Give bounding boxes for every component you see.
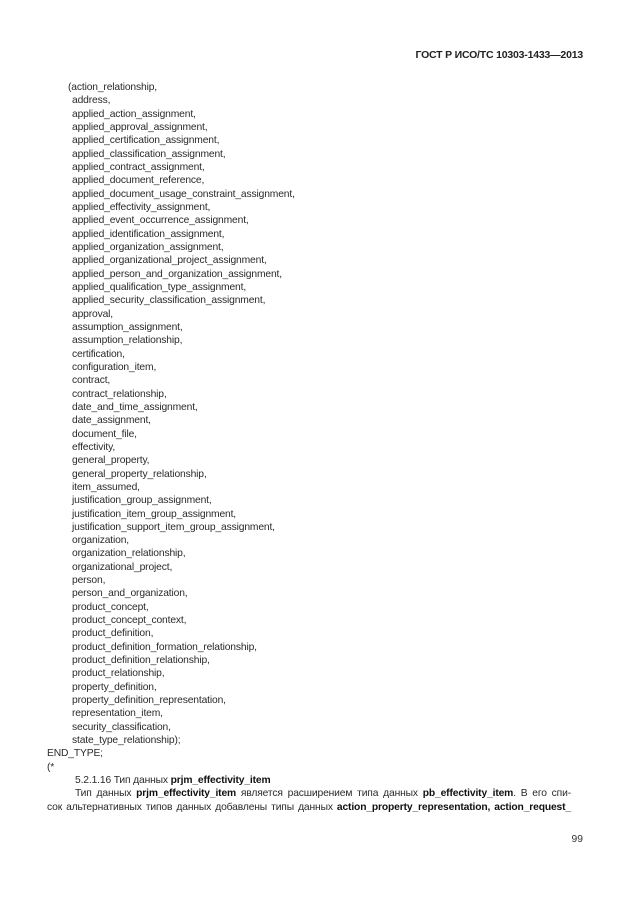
code-line: effectivity, bbox=[72, 441, 116, 453]
code-line: representation_item, bbox=[72, 708, 163, 720]
code-line: (action_relationship, bbox=[68, 82, 158, 93]
code-line: state_type_relationship); bbox=[72, 735, 181, 747]
code-line: justification_item_group_assignment, bbox=[72, 508, 237, 520]
section-5-2-1-16 bbox=[47, 774, 571, 814]
code-line: document_file, bbox=[72, 428, 137, 440]
type-name: pb_effectivity_item bbox=[422, 788, 514, 800]
code-line: justification_group_assignment, bbox=[72, 495, 212, 507]
code-line: justification_support_item_group_assignment, bbox=[72, 521, 275, 533]
code-line: applied_event_occurrence_assignment, bbox=[72, 215, 249, 227]
code-line: applied_security_classification_assignment, bbox=[72, 295, 266, 307]
code-line: security_classification, bbox=[72, 721, 171, 733]
paragraph-line-2 bbox=[47, 801, 571, 814]
code-line: property_definition_representation, bbox=[72, 695, 226, 707]
code-line: approval, bbox=[72, 308, 114, 320]
page-number: 99 bbox=[571, 834, 583, 845]
text: Тип данных bbox=[75, 788, 137, 800]
code-line: date_and_time_assignment, bbox=[72, 401, 198, 413]
text: сок альтернативных типов данных добавлены типы данных bbox=[47, 801, 337, 813]
code-line: product_concept, bbox=[72, 601, 149, 613]
code-line: applied_identification_assignment, bbox=[72, 228, 225, 240]
code-line: product_relationship, bbox=[72, 668, 165, 680]
code-line: assumption_assignment, bbox=[72, 321, 183, 333]
code-line: configuration_item, bbox=[72, 361, 157, 373]
code-line: organization_relationship, bbox=[72, 548, 186, 560]
code-line: product_definition_formation_relationship, bbox=[72, 641, 257, 653]
code-line: certification, bbox=[72, 348, 125, 360]
section-heading bbox=[47, 774, 571, 787]
code-line: applied_organizational_project_assignment, bbox=[72, 255, 267, 267]
code-line: applied_organization_assignment, bbox=[72, 241, 224, 253]
code-comment-open: (* bbox=[47, 761, 55, 773]
code-line: organizational_project, bbox=[72, 561, 173, 573]
code-line: product_definition, bbox=[72, 628, 154, 640]
express-code-block bbox=[47, 81, 295, 774]
code-line: contract_relationship, bbox=[72, 388, 167, 400]
code-line: property_definition, bbox=[72, 681, 157, 693]
code-line: assumption_relationship, bbox=[72, 335, 183, 347]
code-line: applied_approval_assignment, bbox=[72, 121, 208, 133]
code-line: person, bbox=[72, 575, 106, 587]
type-name: prjm_effectivity_item bbox=[136, 788, 237, 800]
code-line: item_assumed, bbox=[72, 481, 140, 493]
code-line: product_concept_context, bbox=[72, 615, 187, 627]
code-line: organization, bbox=[72, 535, 130, 547]
code-end-type: END_TYPE; bbox=[47, 748, 103, 760]
code-line: general_property, bbox=[72, 455, 150, 467]
code-line: contract, bbox=[72, 375, 111, 387]
code-line: product_definition_relationship, bbox=[72, 655, 210, 667]
code-line: applied_document_reference, bbox=[72, 175, 205, 187]
code-line: general_property_relationship, bbox=[72, 468, 207, 480]
code-line: applied_qualification_type_assignment, bbox=[72, 281, 247, 293]
code-line: person_and_organization, bbox=[72, 588, 188, 600]
code-line: applied_document_usage_constraint_assignment, bbox=[72, 188, 295, 200]
text: . В его спи- bbox=[513, 788, 571, 800]
type-names: action_property_representation, action_request_ bbox=[336, 801, 571, 813]
code-line: applied_person_and_organization_assignment, bbox=[72, 268, 282, 280]
code-line: address, bbox=[72, 95, 111, 107]
document-header: ГОСТ Р ИСО/ТС 10303-1433—2013 bbox=[415, 49, 583, 61]
code-line: applied_certification_assignment, bbox=[72, 135, 220, 147]
code-line: applied_action_assignment, bbox=[72, 108, 196, 120]
code-line: date_assignment, bbox=[72, 415, 151, 427]
heading-text: 5.2.1.16 Тип данных bbox=[75, 775, 171, 786]
paragraph-line-1 bbox=[47, 787, 571, 800]
code-line: applied_contract_assignment, bbox=[72, 161, 205, 173]
heading-type-name: prjm_effectivity_item bbox=[170, 775, 271, 786]
code-items-list bbox=[47, 94, 295, 747]
code-line: applied_effectivity_assignment, bbox=[72, 201, 211, 213]
text: является расширением типа данных bbox=[236, 788, 423, 800]
code-line: applied_classification_assignment, bbox=[72, 148, 226, 160]
